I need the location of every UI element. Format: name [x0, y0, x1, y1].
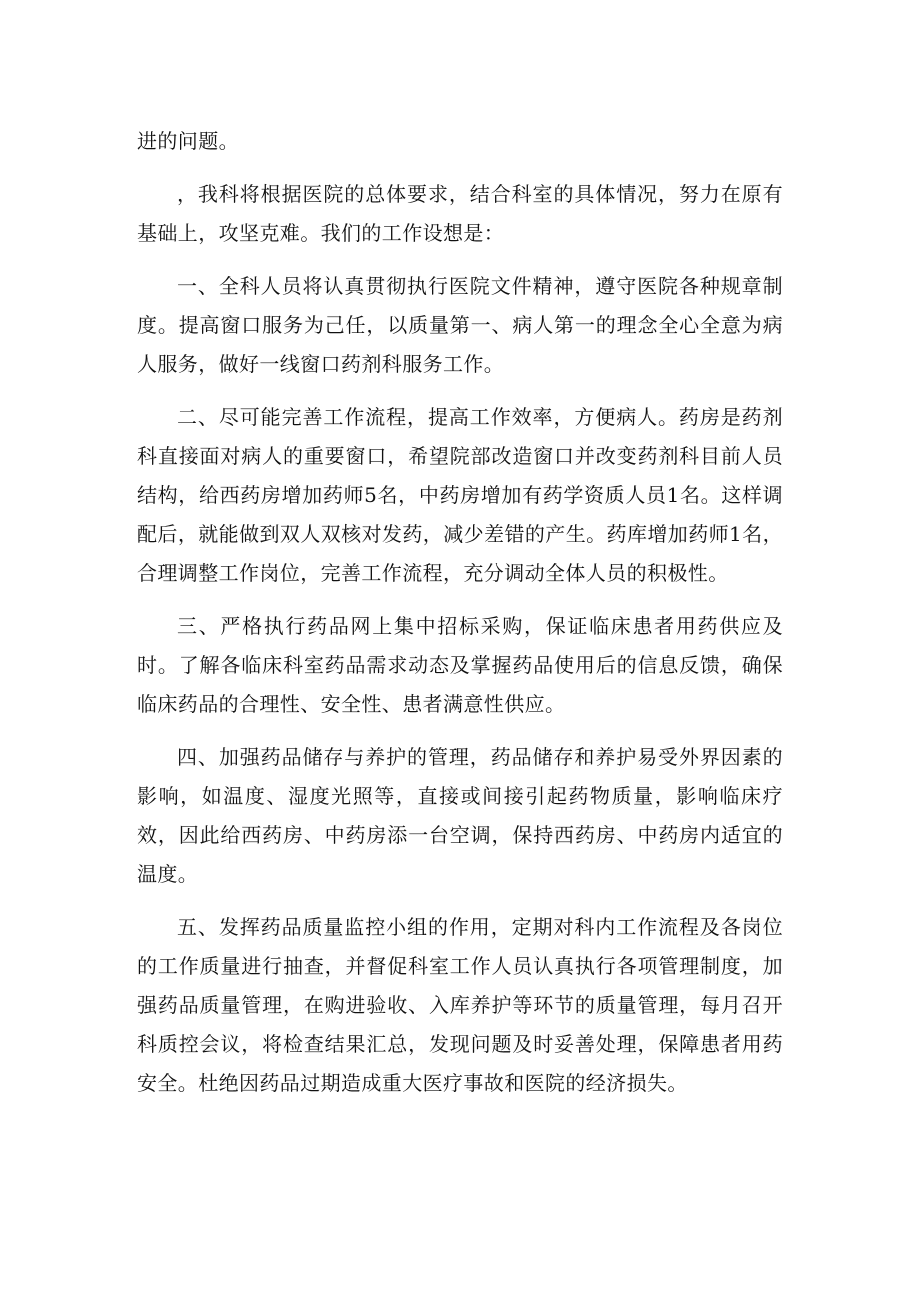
paragraph-item-4: 四、加强药品储存与养护的管理，药品储存和养护易受外界因素的影响，如温度、湿度光照等，直接或间接引起药物质量，影响临床疗效，因此给西药房、中药房添一台空调，保持西药房、中药房内适宜的温度。	[137, 745, 783, 886]
paragraph-item-1: 一、全科人员将认真贯彻执行医院文件精神，遵守医院各种规章制度。提高窗口服务为己任，以质量第一、病人第一的理念全心全意为病人服务，做好一线窗口药剂科服务工作。	[137, 274, 783, 376]
paragraph-item-3: 三、严格执行药品网上集中招标采购，保证临床患者用药供应及时。了解各临床科室药品需求动态及掌握药品使用后的信息反馈，确保临床药品的合理性、安全性、患者满意性供应。	[137, 614, 783, 716]
paragraph-item-2: 二、尽可能完善工作流程，提高工作效率，方便病人。药房是药剂科直接面对病人的重要窗口，希望院部改造窗口并改变药剂科目前人员结构，给西药房增加药师5名，中药房增加有药学资质人员1名。这样调配后，就能做到双人双核对发药，减少差错的产生。药库增加药师1名，合理调整工作岗位，完善工作流程，充分调动全体人员的积极性。	[137, 405, 783, 585]
paragraph-continuation: 进的问题。	[137, 129, 239, 153]
paragraph-item-5: 五、发挥药品质量监控小组的作用，定期对科内工作流程及各岗位的工作质量进行抽查，并督促科室工作人员认真执行各项管理制度，加强药品质量管理，在购进验收、入库养护等环节的质量管理，每月召开科质控会议，将检查结果汇总，发现问题及时妥善处理，保障患者用药安全。杜绝因药品过期造成重大医疗事故和医院的经济损失。	[137, 915, 783, 1095]
document-body	[137, 122, 783, 1117]
paragraph-intro: ，我科将根据医院的总体要求，结合科室的具体情况，努力在原有基础上，攻坚克难。我们的工作设想是：	[137, 182, 783, 245]
